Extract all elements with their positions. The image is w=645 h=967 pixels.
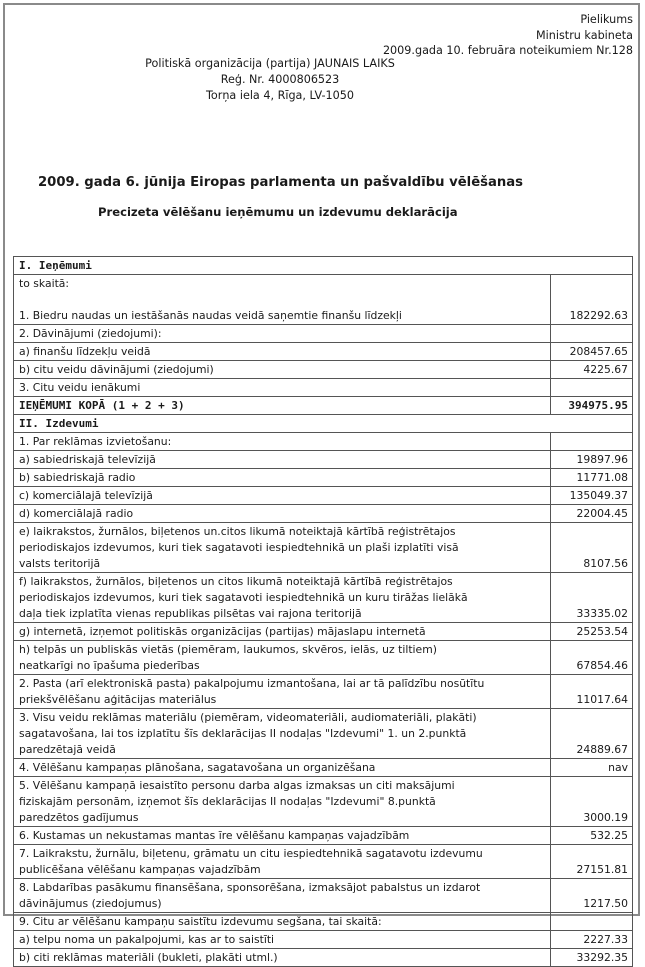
table-row [14, 451, 633, 469]
table-row [14, 949, 633, 967]
organization-block [145, 56, 410, 104]
table-row [14, 759, 633, 777]
row-label: c) komerciālajā televīzijā [14, 487, 551, 505]
table-row [14, 343, 633, 361]
table-row [14, 709, 633, 759]
row-amount: 394975.95 [551, 397, 633, 415]
appendix-line: Pielikums [580, 13, 633, 26]
declaration-table [13, 256, 633, 967]
row-amount: 33335.02 [551, 573, 633, 623]
row-label: 8. Labdarības pasākumu finansēšana, sponsorēšana, izmaksājot pabalstus un izdarot dāvinājumus (ziedojumus) [14, 879, 551, 913]
row-label: I. Ieņēmumi [14, 257, 551, 275]
row-label: b) citu veidu dāvinājumi (ziedojumi) [14, 361, 551, 379]
row-label: 5. Vēlēšanu kampaņā iesaistīto personu darba algas izmaksas un citi maksājumi fiziskajām personām, izņemot šīs deklarācijas II nodaļas "Izdevumi" 8.punktā paredzētos gadījumus [14, 777, 551, 827]
table-row [14, 777, 633, 827]
appendix-line: Ministru kabineta [536, 28, 633, 42]
row-label: b) sabiedriskajā radio [14, 469, 551, 487]
row-amount: 11017.64 [551, 675, 633, 709]
row-label: a) sabiedriskajā televīzijā [14, 451, 551, 469]
row-label: II. Izdevumi [14, 415, 551, 433]
table-row [14, 379, 633, 397]
row-amount: 19897.96 [551, 451, 633, 469]
row-amount: 135049.37 [551, 487, 633, 505]
row-amount [551, 415, 633, 433]
row-amount: 67854.46 [551, 641, 633, 675]
row-amount: 25253.54 [551, 623, 633, 641]
table-row [14, 931, 633, 949]
row-label: 3. Citu veidu ienākumi [14, 379, 551, 397]
row-label: 1. Par reklāmas izvietošanu: [14, 433, 551, 451]
appendix-reference [383, 12, 633, 59]
table-row [14, 487, 633, 505]
table-row [14, 623, 633, 641]
organization-address: Torņa iela 4, Rīga, LV-1050 [205, 89, 355, 102]
table-row [14, 845, 633, 879]
table-row [14, 827, 633, 845]
row-label: a) telpu noma un pakalpojumi, kas ar to saistīti [14, 931, 551, 949]
row-label: f) laikrakstos, žurnālos, biļetenos un citos likumā noteiktajā kārtībā reģistrētajos periodiskajos izdevumos, kuri tiek sagatavoti iespiedtehnikā un kuru tirāžas lielākā daļa tiek izplatīta vienas republikas pilsētas vai rajona teritorijā [14, 573, 551, 623]
row-amount [551, 433, 633, 451]
row-label: 9. Citu ar vēlēšanu kampaņu saistītu izdevumu segšana, tai skaitā: [14, 913, 551, 931]
table-row [14, 573, 633, 623]
table-row [14, 275, 633, 325]
appendix-line: 2009.gada 10. februāra noteikumiem Nr.128 [382, 44, 633, 57]
row-amount [551, 257, 633, 275]
table-row [14, 433, 633, 451]
section-row [14, 257, 633, 275]
document-subtitle: Precizeta vēlēšanu ieņēmumu un izdevumu deklarācija [98, 205, 458, 219]
table-row [14, 879, 633, 913]
row-amount [551, 325, 633, 343]
row-amount: 11771.08 [551, 469, 633, 487]
row-amount: 3000.19 [551, 777, 633, 827]
row-amount: 2227.33 [551, 931, 633, 949]
row-amount: 1217.50 [551, 879, 633, 913]
row-amount: 8107.56 [551, 523, 633, 573]
row-amount [551, 379, 633, 397]
row-label: to skaitā: 1. Biedru naudas un iestāšanās naudas veidā saņemtie finanšu līdzekļi [14, 275, 551, 325]
table-row [14, 523, 633, 573]
row-amount: 532.25 [551, 827, 633, 845]
table-row [14, 641, 633, 675]
row-label: IEŅĒMUMI KOPĀ (1 + 2 + 3) [14, 397, 551, 415]
row-label: b) citi reklāmas materiāli (bukleti, plakāti utml.) [14, 949, 551, 967]
row-amount: 24889.67 [551, 709, 633, 759]
row-amount: 22004.45 [551, 505, 633, 523]
table-row [14, 325, 633, 343]
row-label: d) komerciālajā radio [14, 505, 551, 523]
row-label: 6. Kustamas un nekustamas mantas īre vēlēšanu kampaņas vajadzībām [14, 827, 551, 845]
row-label: 2. Dāvinājumi (ziedojumi): [14, 325, 551, 343]
row-label: 2. Pasta (arī elektroniskā pasta) pakalpojumu izmantošana, lai ar tā palīdzību nosūtītu priekšvēlēšanu aģitācijas materiālus [14, 675, 551, 709]
row-amount: 208457.65 [551, 343, 633, 361]
table-row [14, 675, 633, 709]
row-label: g) internetā, izņemot politiskās organizācijas (partijas) mājaslapu internetā [14, 623, 551, 641]
table-row [14, 361, 633, 379]
row-amount: 4225.67 [551, 361, 633, 379]
row-amount: 182292.63 [551, 275, 633, 325]
row-amount: 33292.35 [551, 949, 633, 967]
row-label: e) laikrakstos, žurnālos, biļetenos un.citos likumā noteiktajā kārtībā reģistrētajos periodiskajos izdevumos, kuri tiek sagatavoti iespiedtehnikā un plaši izplatīti visā valsts teritorijā [14, 523, 551, 573]
document-title: 2009. gada 6. jūnija Eiropas parlamenta un pašvaldību vēlēšanas [38, 175, 524, 190]
row-label: a) finanšu līdzekļu veidā [14, 343, 551, 361]
table-row [14, 469, 633, 487]
row-label: 4. Vēlēšanu kampaņas plānošana, sagatavošana un organizēšana [14, 759, 551, 777]
organization-name: Politiskā organizācija (partija) JAUNAIS LAIKS [145, 57, 395, 70]
table-row [14, 913, 633, 931]
row-amount: 27151.81 [551, 845, 633, 879]
registration-number: Reģ. Nr. 4000806523 [220, 73, 340, 86]
row-label: h) telpās un publiskās vietās (piemēram, laukumos, skvēros, ielās, uz tiltiem) neatkarīgi no īpašuma piederības [14, 641, 551, 675]
table-row [14, 505, 633, 523]
row-amount [551, 913, 633, 931]
section-row [14, 415, 633, 433]
row-label: 7. Laikrakstu, žurnālu, biļetenu, grāmatu un citu iespiedtehnikā sagatavotu izdevumu publicēšana vēlēšanu kampaņas vajadzībām [14, 845, 551, 879]
row-label: 3. Visu veidu reklāmas materiālu (piemēram, videomateriāli, audiomateriāli, plakāti) sagatavošana, lai tos izplatītu šīs deklarācijas II nodaļas "Izdevumi" 1. un 2.punktā paredzētajā veidā [14, 709, 551, 759]
total-row [14, 397, 633, 415]
row-amount: nav [551, 759, 633, 777]
